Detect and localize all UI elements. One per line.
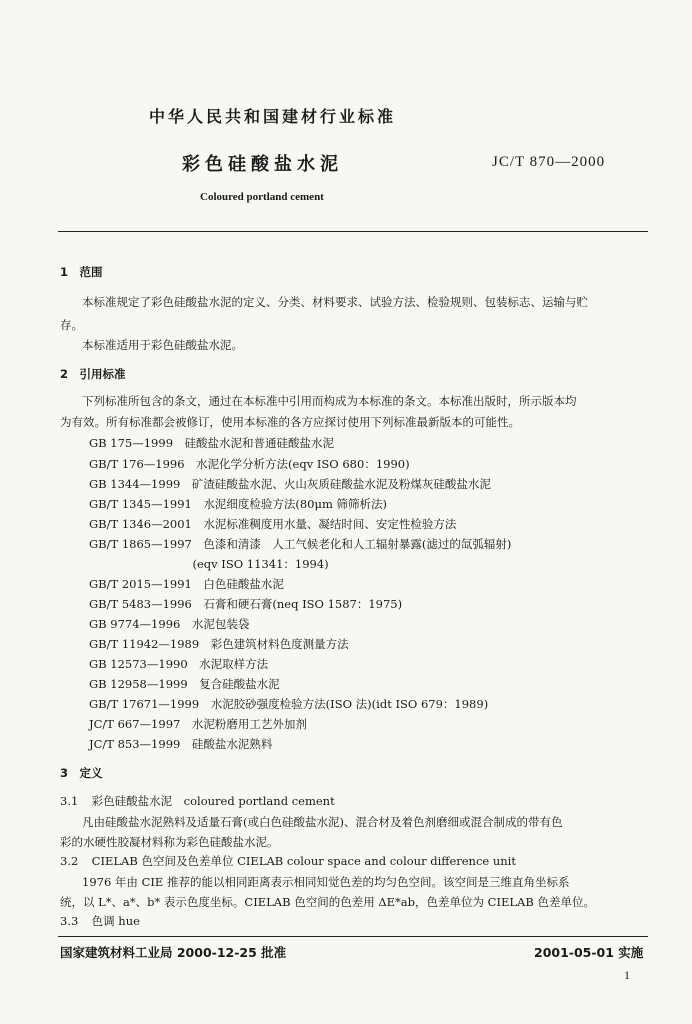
section-3-2-paragraph-line-2: 统，以 L*、a*、b* 表示色度坐标。CIELAB 色空间的色差用 ΔE*ab，色差单位为 CIELAB 色差单位。 xyxy=(60,895,595,909)
reference-item: GB/T 11942—1989 彩色建筑材料色度测量方法 xyxy=(89,637,349,651)
reference-item: GB 12573—1990 水泥取样方法 xyxy=(89,657,269,671)
section-3-2-paragraph-line-1: 1976 年由 CIE 推荐的能以相同距离表示相同知觉色差的均匀色空间。该空间是三维直角坐标系 xyxy=(82,875,570,889)
section-3-2-title: CIELAB 色空间及色差单位 CIELAB colour space and colour difference unit xyxy=(91,854,516,868)
section-3-1-heading xyxy=(60,793,335,809)
reference-item: GB 175—1999 硅酸盐水泥和普通硅酸盐水泥 xyxy=(89,436,335,450)
section-1-paragraph-line-2: 存。 xyxy=(60,318,83,332)
footer-divider xyxy=(58,936,648,937)
implementation-date: 2001-05-01 实施 xyxy=(534,945,644,960)
reference-item: GB 1344—1999 矿渣硅酸盐水泥、火山灰质硅酸盐水泥及粉煤灰硅酸盐水泥 xyxy=(89,477,491,491)
section-1-paragraph-line-1: 本标准规定了彩色硅酸盐水泥的定义、分类、材料要求、试验方法、检验规则、包装标志、运输与贮 xyxy=(82,295,588,309)
header-divider xyxy=(58,231,648,232)
reference-item: GB 9774—1996 水泥包装袋 xyxy=(89,617,250,631)
document-title-chinese: 彩色硅酸盐水泥 xyxy=(182,154,343,175)
section-3-1-paragraph-line-2: 彩的水硬性胶凝材料称为彩色硅酸盐水泥。 xyxy=(60,835,279,849)
section-3-3-number: 3.3 xyxy=(60,914,79,928)
page-number: 1 xyxy=(624,968,630,982)
reference-item: GB/T 17671—1999 水泥胶砂强度检验方法(ISO 法)(idt ISO 679：1989) xyxy=(89,697,489,711)
section-3-2-heading xyxy=(60,853,516,869)
standard-number: JC/T 870—2000 xyxy=(492,154,606,170)
industry-standard-title: 中华人民共和国建材行业标准 xyxy=(148,107,396,126)
approval-date: 国家建筑材料工业局 2000-12-25 批准 xyxy=(60,945,287,960)
section-3-heading: 3 定义 xyxy=(60,766,103,780)
section-3-1-title: 彩色硅酸盐水泥 coloured portland cement xyxy=(91,794,335,808)
reference-item: GB/T 2015—1991 白色硅酸盐水泥 xyxy=(89,577,284,591)
section-1-paragraph-2: 本标准适用于彩色硅酸盐水泥。 xyxy=(82,338,243,352)
reference-item: GB/T 1345—1991 水泥细度检验方法(80μm 筛筛析法) xyxy=(89,497,388,511)
reference-item: GB/T 1865—1997 色漆和清漆 人工气候老化和人工辐射暴露(滤过的氙弧辐射) xyxy=(89,537,512,551)
reference-item: GB/T 5483—1996 石膏和硬石膏(neq ISO 1587：1975) xyxy=(89,597,403,611)
reference-item: JC/T 667—1997 水泥粉磨用工艺外加剂 xyxy=(89,717,307,731)
section-2-paragraph-line-2: 为有效。所有标准都会被修订，使用本标准的各方应探讨使用下列标准最新版本的可能性。 xyxy=(60,415,520,429)
reference-item: GB/T 176—1996 水泥化学分析方法(eqv ISO 680：1990) xyxy=(89,457,410,471)
reference-item: (eqv ISO 11341：1994) xyxy=(89,557,329,571)
reference-item: JC/T 853—1999 硅酸盐水泥熟料 xyxy=(89,737,273,751)
section-3-2-number: 3.2 xyxy=(60,854,79,868)
section-2-heading: 2 引用标准 xyxy=(60,367,126,381)
section-3-1-paragraph-line-1: 凡由硅酸盐水泥熟料及适量石膏(或白色硅酸盐水泥)、混合材及着色剂磨细或混合制成的带有色 xyxy=(82,815,563,829)
section-1-heading: 1 范围 xyxy=(60,265,103,279)
section-2-paragraph-line-1: 下列标准所包含的条文，通过在本标准中引用而构成为本标准的条文。本标准出版时，所示版本均 xyxy=(82,394,577,408)
reference-item: GB 12958—1999 复合硅酸盐水泥 xyxy=(89,677,280,691)
section-3-3-heading xyxy=(60,913,140,929)
document-title-english: Coloured portland cement xyxy=(200,191,324,203)
reference-item: GB/T 1346—2001 水泥标准稠度用水量、凝结时间、安定性检验方法 xyxy=(89,517,457,531)
section-3-1-number: 3.1 xyxy=(60,794,79,808)
section-3-3-title: 色调 hue xyxy=(91,914,140,928)
